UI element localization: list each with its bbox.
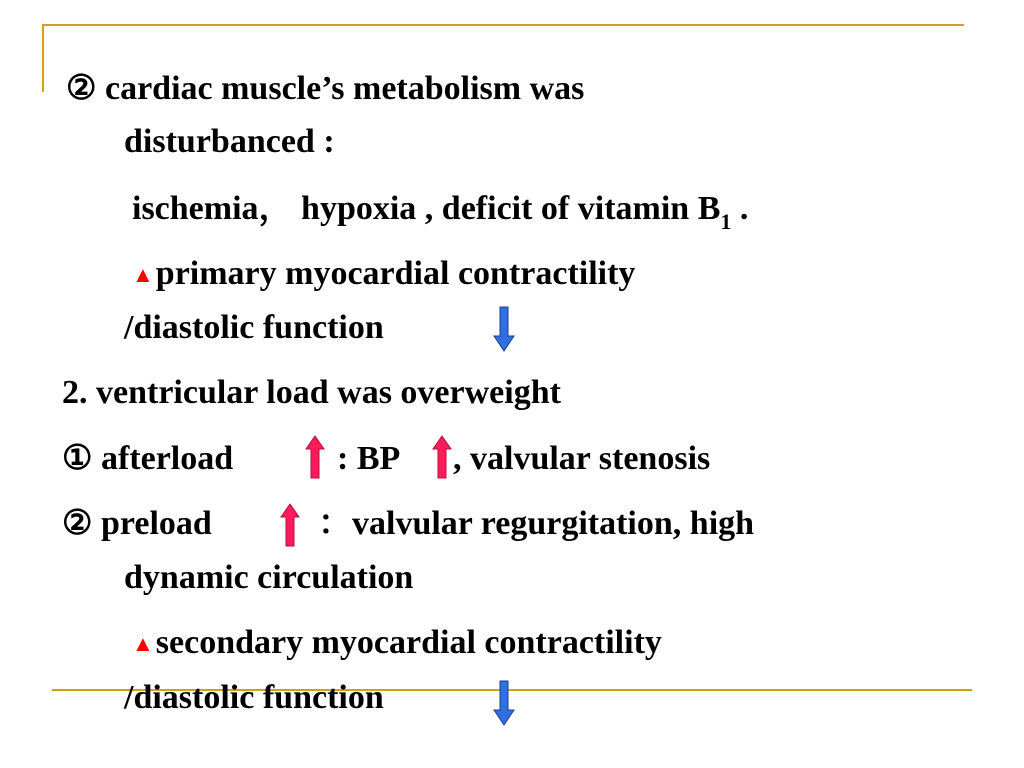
text-line-3-main: ischemia， hypoxia , deficit of vitamin B: [132, 190, 721, 227]
text-line-5: /diastolic function: [124, 309, 384, 346]
text-line-3-end: .: [731, 190, 749, 227]
left-rule: [42, 24, 44, 92]
text-line-10-text: secondary myocardial contractility: [155, 624, 662, 661]
down-arrow-icon: [492, 306, 516, 352]
text-line-9: dynamic circulation: [124, 559, 414, 596]
up-arrow-icon: [305, 435, 325, 479]
up-arrow-icon: [432, 435, 452, 479]
top-rule: [42, 24, 964, 26]
text-line-6: 2. ventricular load was overweight: [62, 374, 561, 411]
text-line-7a: ① afterload: [62, 440, 234, 477]
text-line-11: /diastolic function: [124, 679, 384, 716]
text-line-7c: , valvular stenosis: [453, 440, 711, 477]
text-line-1: ② cardiac muscle’s metabolism was: [66, 70, 585, 107]
text-line-3: [132, 190, 749, 234]
subscript-1: 1: [720, 209, 732, 234]
text-line-10: [132, 626, 662, 660]
down-arrow-icon: [492, 680, 516, 726]
up-arrow-icon: [280, 503, 300, 547]
triangle-marker-icon: ▲: [132, 262, 154, 287]
text-line-8b: ：valvular regurgitation, high: [318, 505, 755, 542]
text-line-7b: : BP: [337, 440, 401, 477]
text-line-8a: ② preload: [62, 505, 212, 542]
text-line-2: disturbanced :: [124, 123, 335, 160]
triangle-marker-icon: ▲: [132, 631, 154, 656]
text-line-4: [132, 257, 635, 291]
text-line-4-text: primary myocardial contractility: [155, 255, 636, 292]
